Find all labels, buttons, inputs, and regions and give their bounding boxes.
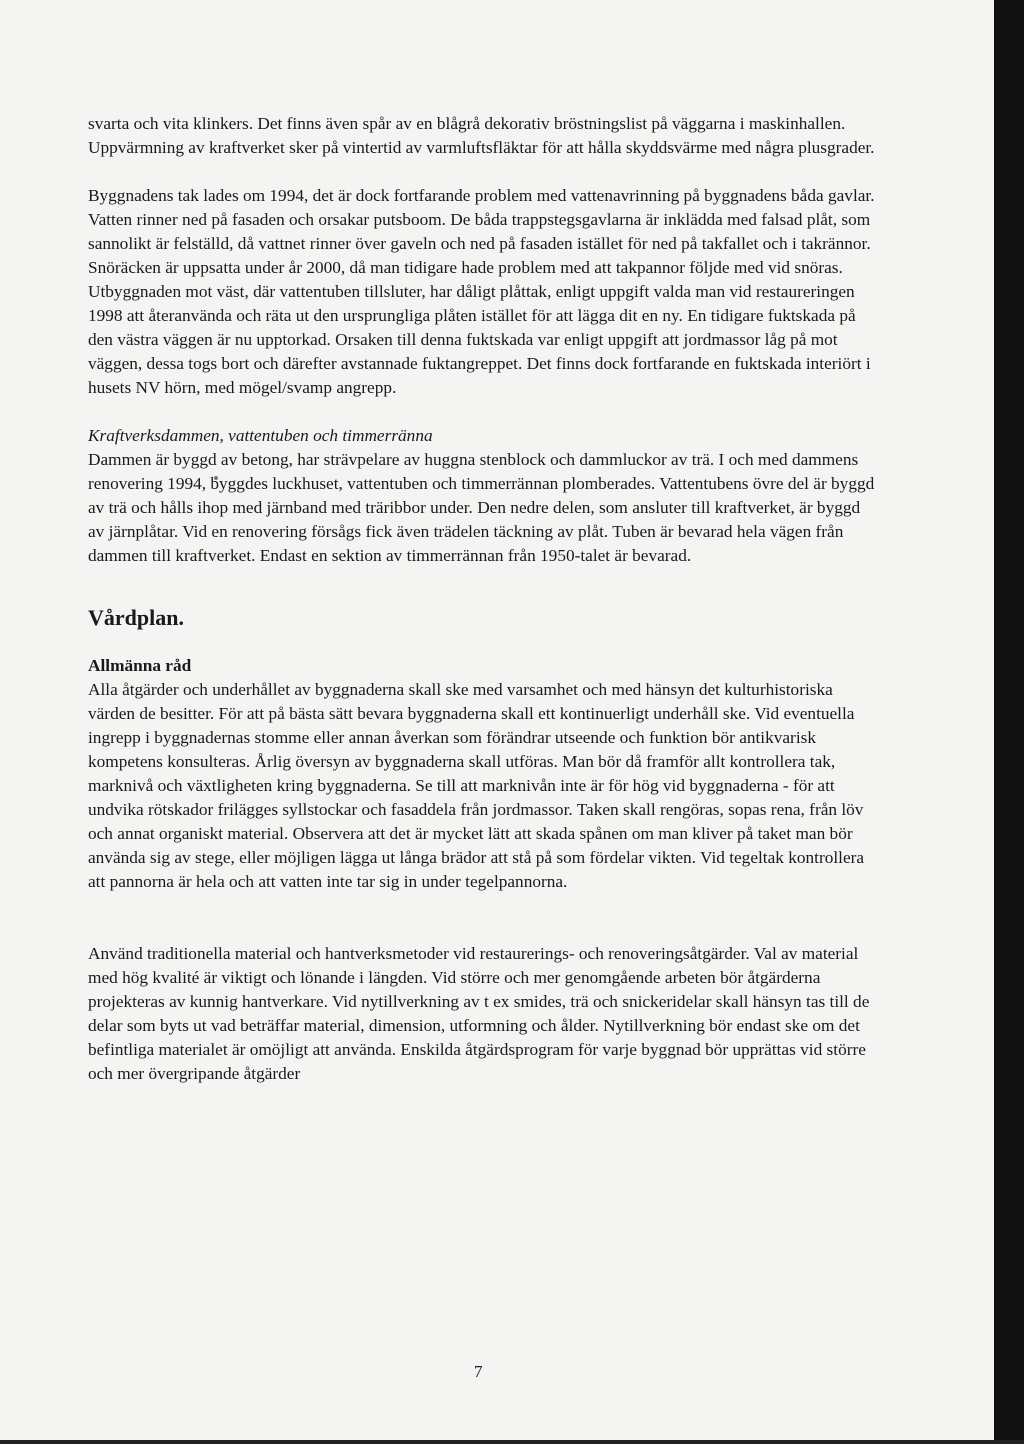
- scan-bottom-edge: [0, 1440, 1024, 1444]
- section-title-dam: Kraftverksdammen, vattentuben och timmerränna: [88, 426, 433, 445]
- paragraph-roof: Byggnadens tak lades om 1994, det är dock fortfarande problem med vattenavrinning på byggnadens båda gavlar. Vatten rinner ned på fasaden och orsakar putsboom. De båda trappstegsgavlarna är inklädda med falsad plåt, som sannolikt är felställd, då vattnet rinner över gaveln och ned på fasaden istället för ned på takfallet och i takrännor. Snöräcken är uppsatta under år 2000, då man tidigare hade problem med att takpannor följde med vid snöras. Utbyggnaden mot väst, där vattentuben tillsluter, har dåligt plåttak, enligt uppgift valda man vid restaureringen 1998 att återanvända och räta ut den ursprungliga plåten istället för att lägga dit en ny. En tidigare fuktskada på den västra väggen är nu upptorkad. Orsaken till denna fuktskada var enligt uppgift att jordmassor låg på mot väggen, dessa togs bort och därefter avstannade fuktangreppet. Det finns dock fortfarande en fuktskada interiört i husets NV hörn, med mögel/svamp angrepp.: [88, 186, 875, 397]
- document-body: [88, 112, 878, 1086]
- scan-dark-edge: [994, 0, 1024, 1444]
- paragraph-materials: Använd traditionella material och hantverksmetoder vid restaurerings- och renoveringsåtgärder. Val av material med hög kvalité är viktigt och lönande i längden. Vid större och mer genomgående arbeten bör åtgärderna projekteras av kunnig hantverkare. Vid nytillverkning av t ex smides, trä och snickeridelar skall hänsyn tas till de delar som byts ut vad beträffar material, dimension, utformning och ålder. Nytillverkning bör endast ske om det befintliga materialet är omöjligt att använda. Enskilda åtgärdsprogram för varje byggnad bör upprättas vid större och mer övergripande åtgärder: [88, 944, 870, 1083]
- paragraph-advice: Alla åtgärder och underhållet av byggnaderna skall ske med varsamhet och med hänsyn det kulturhistoriska värden de besitter. För att på bästa sätt bevara byggnaderna skall ett kontinuerligt underhåll ske. Vid eventuella ingrepp i byggnadernas stomme eller annan åverkan som förändrar utseende och funktion bör antikvarisk kompetens konsulteras. Årlig översyn av byggnaderna skall utföras. Man bör då framför allt kontrollera tak, marknivå och växtligheten kring byggnaderna. Se till att marknivån inte är för hög vid byggnaderna - för att undvika rötskador frilägges syllstockar och fasaddela från jordmassor. Taken skall rengöras, sopas rena, från löv och annat organiskt material. Observera att det är mycket lätt att skada spånen om man kliver på taket man bör använda sig av stege, eller möjligen lägga ut långa brädor att stå på som fördelar vikten. Vid tegeltak kontrollera att pannorna är hela och att vatten inte tar sig in under tegelpannorna.: [88, 680, 865, 891]
- page-number: 7: [474, 1362, 483, 1381]
- heading-vardplan: Vårdplan.: [88, 605, 184, 630]
- paragraph-dam: Dammen är byggd av betong, har strävpelare av huggna stenblock och dammluckor av trä. I och med dammens renovering 1994, byggdes luckhuset, vattentuben och timmerrännan plomberades. Vattentubens övre del är byggd av trä och hålls ihop med järnband med träribbor under. Den nedre delen, som ansluter till kraftverket, är byggd av järnplåtar. Vid en renovering försågs fick även trädelen täckning av plåt. Tuben är bevarad hela vägen från dammen till kraftverket. Endast en sektion av timmerrännan från 1950-talet är bevarad.: [88, 450, 875, 565]
- paragraph-heating: svarta och vita klinkers. Det finns även spår av en blågrå dekorativ bröstningslist på väggarna i maskinhallen. Uppvärmning av kraftverket sker på vintertid av varmluftsfläktar för att hålla skyddsvärme med några plusgrader.: [88, 114, 875, 157]
- section-title-advice: Allmänna råd: [88, 656, 192, 675]
